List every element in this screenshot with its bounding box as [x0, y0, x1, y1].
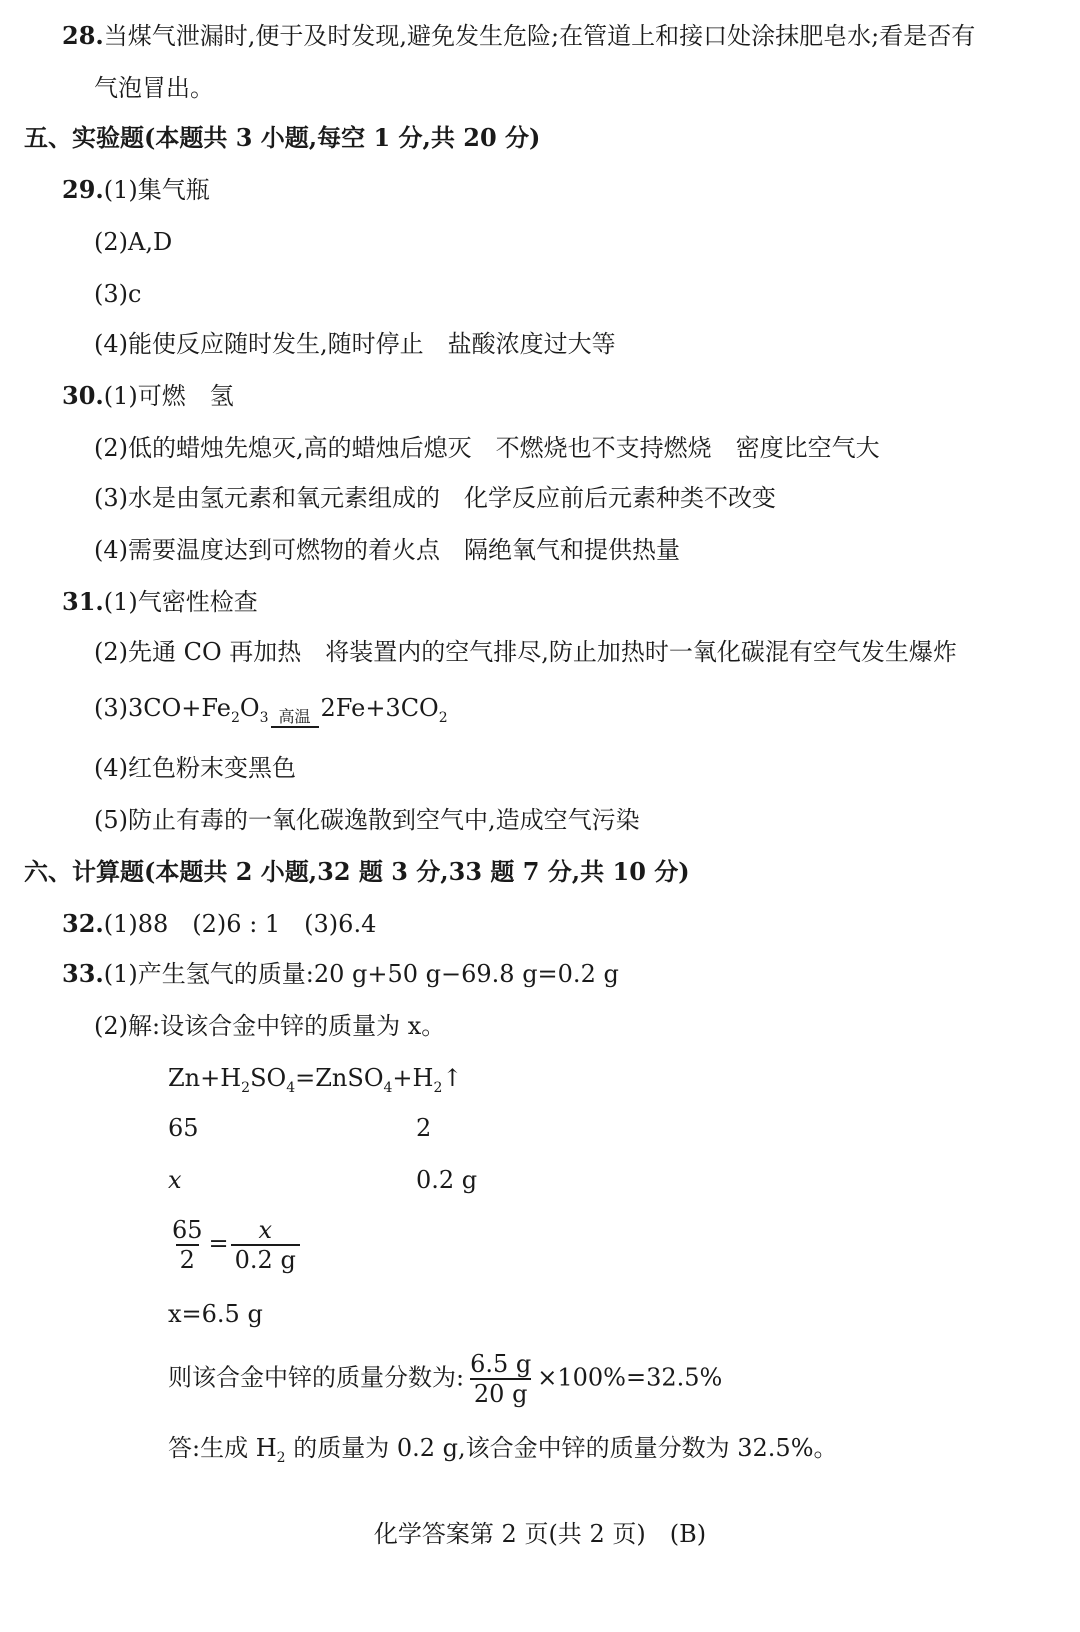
- q31-part5: (5)防止有毒的一氧化碳逸散到空气中,造成空气污染: [94, 806, 640, 834]
- q30-part4: (4)需要温度达到可燃物的着火点 隔绝氧气和提供热量: [94, 536, 680, 564]
- q29-part2: (2)A,D: [94, 228, 173, 256]
- q29-part3: (3)c: [94, 280, 142, 308]
- q31-part3-equation: $(3)3CO+Fe_2O_3$ 高温 $2Fe+3CO_2$: [94, 688, 448, 738]
- reaction-bar: [271, 726, 319, 728]
- q33-proportion: $\frac{65}{2}$ = $\frac{x}{0.2 g}$: [166, 1216, 302, 1274]
- q30-part3: (3)水是由氢元素和氧元素组成的 化学反应前后元素种类不改变: [94, 484, 776, 512]
- q33-part1: 33.(1)产生氢气的质量:20 g+50 g−69.8 g=0.2 g: [62, 959, 619, 988]
- mass-fraction: $\frac{6.5 g}{20 g}$: [470, 1350, 532, 1408]
- q32-answer: 32.(1)88 (2)6 : 1 (3)6.4: [62, 909, 377, 938]
- q30-part1: 30.(1)可燃 氢: [62, 381, 234, 410]
- q28-line2: 气泡冒出。: [94, 74, 214, 102]
- q28-line1: 28.当煤气泄漏时,便于及时发现,避免发生危险;在管道上和接口处涂抹肥皂水;看是否有: [62, 21, 976, 50]
- gas-arrow-icon: ↑: [442, 1064, 463, 1092]
- q33-chemical-equation: $Zn+H_2SO_4=ZnSO_4+H_2↑$: [168, 1064, 463, 1096]
- section-5-heading: 五、实验题(本题共 3 小题,每空 1 分,共 20 分): [24, 123, 541, 152]
- page-footer: 化学答案第 2 页(共 2 页) (B): [373, 1520, 707, 1548]
- q33-part2: (2)解:设该合金中锌的质量为 x。: [94, 1012, 446, 1040]
- q31-part4: (4)红色粉末变黑色: [94, 754, 296, 782]
- q33-ratio-row1-right: 2: [416, 1114, 432, 1142]
- reaction-condition: 高温: [271, 708, 319, 738]
- q31-part2: (2)先通 CO 再加热 将装置内的空气排尽,防止加热时一氧化碳混有空气发生爆炸: [94, 638, 957, 666]
- q33-final-answer: 答:生成 $H_2$ 的质量为 0.2 g,该合金中锌的质量分数为 32.5%。: [168, 1434, 838, 1466]
- q31-part1: 31.(1)气密性检查: [62, 587, 258, 616]
- q33-mass-fraction: 则该合金中锌的质量分数为: $\frac{6.5 g}{20 g}$ ×100%=32.5%: [168, 1350, 723, 1408]
- q30-part2: (2)低的蜡烛先熄灭,高的蜡烛后熄灭 不燃烧也不支持燃烧 密度比空气大: [94, 434, 880, 462]
- proportion-left-fraction: $\frac{65}{2}$: [172, 1216, 203, 1274]
- q29-part4: (4)能使反应随时发生,随时停止 盐酸浓度过大等: [94, 330, 616, 358]
- q33-result: x=6.5 g: [168, 1300, 263, 1328]
- q33-ratio-row1-left: 65: [168, 1114, 199, 1142]
- q29-part1: 29.(1)集气瓶: [62, 175, 210, 204]
- proportion-right-fraction: $\frac{x}{0.2 g}$: [231, 1216, 300, 1274]
- q33-ratio-row2-left: x: [168, 1166, 182, 1194]
- q33-ratio-row2-right: 0.2 g: [416, 1166, 478, 1194]
- section-6-heading: 六、计算题(本题共 2 小题,32 题 3 分,33 题 7 分,共 10 分): [24, 857, 690, 886]
